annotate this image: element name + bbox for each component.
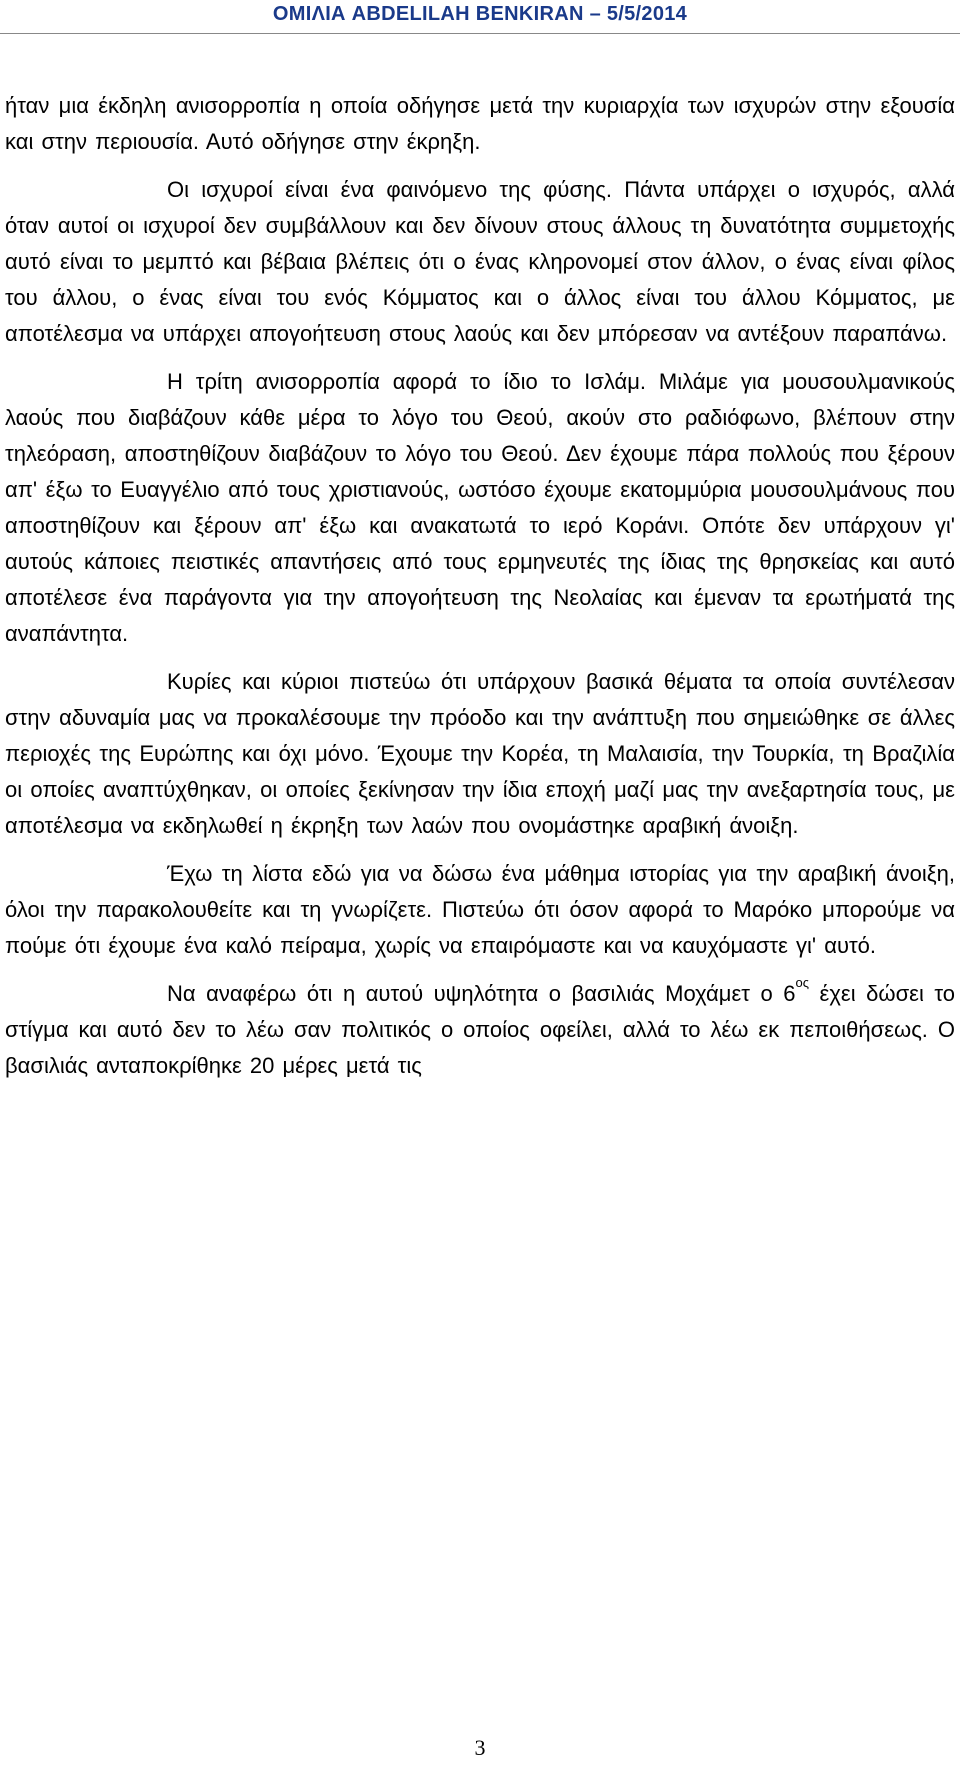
document-body — [5, 88, 955, 1096]
header-divider — [0, 33, 960, 34]
ordinal-superscript: ος — [795, 975, 810, 990]
running-header: ΟΜΙΛΙΑ ABDELILAH BENKIRAN – 5/5/2014 — [272, 3, 688, 25]
paragraph-continuation: ήταν μια έκδηλη ανισορροπία η οποία οδήγησε μετά την κυριαρχία των ισχυρών στην εξουσία και στην περιουσία. Αυτό οδήγησε στην έκρηξη. — [5, 93, 955, 154]
paragraph-text: Να αναφέρω ότι η αυτού υψηλότητα ο βασιλιάς Μοχάμετ ο 6 — [167, 981, 796, 1006]
paragraph: Έχω τη λίστα εδώ για να δώσω ένα μάθημα ιστορίας για την αραβική άνοιξη, όλοι την παρακολουθείτε και τη γνωρίζετε. Πιστεύω ότι όσον αφορά το Μαρόκο μπορούμε να πούμε ότι έχουμε ένα καλό πείραμα, χωρίς να επαιρόμαστε και να καυχόμαστε γι' αυτό. — [5, 861, 955, 958]
page-number: 3 — [474, 1735, 486, 1760]
paragraph: Οι ισχυροί είναι ένα φαινόμενο της φύσης. Πάντα υπάρχει ο ισχυρός, αλλά όταν αυτοί οι ισχυροί δεν συμβάλλουν και δεν δίνουν στους άλλους τη δυνατότητα συμμετοχής αυτό είναι το μεμπτό και βέβαια βλέπεις ότι ο ένας κληρονομεί στον άλλον, ο ένας είναι φίλος του άλλου, ο ένας είναι του ενός Κόμματος και ο άλλος είναι του άλλου Κόμματος, με αποτέλεσμα να υπάρχει απογοήτευση στους λαούς και δεν μπόρεσαν να αντέξουν παραπάνω. — [5, 177, 955, 346]
paragraph-text: έχει δώσει το στίγμα και αυτό δεν το λέω σαν πολιτικός ο οποίος οφείλει, αλλά το λέω εκ πεποιθήσεως. Ο βασιλιάς ανταποκρίθηκε 20 μέρες μετά τις — [5, 981, 956, 1078]
paragraph — [5, 976, 955, 1084]
paragraph: Κυρίες και κύριοι πιστεύω ότι υπάρχουν βασικά θέματα τα οποία συντέλεσαν στην αδυναμία μας να προκαλέσουμε την πρόοδο και την ανάπτυξη που σημειώθηκε σε άλλες περιοχές της Ευρώπης και όχι μόνο. Έχουμε την Κορέα, τη Μαλαισία, την Τουρκία, τη Βραζιλία οι οποίες αναπτύχθηκαν, οι οποίες ξεκίνησαν την ίδια εποχή μαζί μας την ανεξαρτησία τους, με αποτέλεσμα να εκδηλωθεί η έκρηξη των λαών που ονομάστηκε αραβική άνοιξη. — [5, 669, 955, 838]
paragraph: Η τρίτη ανισορροπία αφορά το ίδιο το Ισλάμ. Μιλάμε για μουσουλμανικούς λαούς που διαβάζουν κάθε μέρα το λόγο του Θεού, ακούν στο ραδιόφωνο, βλέπουν στην τηλεόραση, αποστηθίζουν διαβάζουν το λόγο του Θεού. Δεν έχουμε πάρα πολλούς που ξέρουν απ' έξω το Ευαγγέλιο από τους χριστιανούς, ωστόσο έχουμε εκατομμύρια μουσουλμάνους που αποστηθίζουν και ξέρουν απ' έξω και ανακατωτά το ιερό Κοράνι. Οπότε δεν υπάρχουν γι' αυτούς κάποιες πειστικές απαντήσεις από τους ερμηνευτές της ίδιας της θρησκείας και αυτό αποτέλεσε ένα παράγοντα για την απογοήτευση της Νεολαίας και έμεναν τα ερωτήματά της αναπάντητα. — [5, 369, 955, 646]
